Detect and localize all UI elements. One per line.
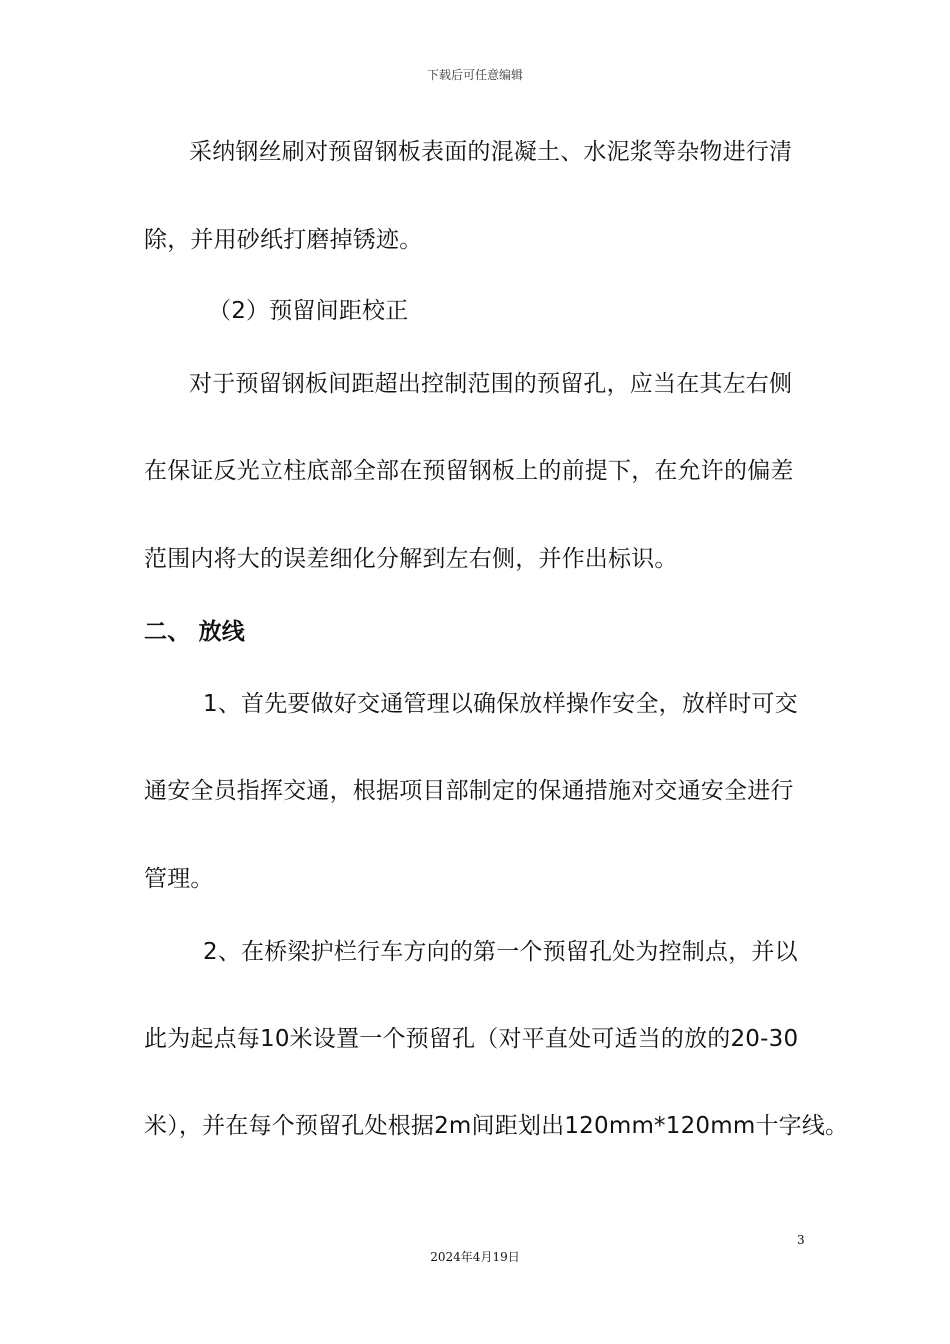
paragraph-line-2: 除，并用砂纸打磨掉锈迹。 xyxy=(144,227,423,253)
paragraph-line-7: 通安全员指挥交通，根据项目部制定的保通措施对交通安全进行 xyxy=(144,778,794,804)
paragraph-line-9: 2、在桥梁护栏行车方向的第一个预留孔处为控制点，并以 xyxy=(203,939,798,965)
paragraph-line-4: 在保证反光立柱底部全部在预留钢板上的前提下，在允许的偏差 xyxy=(144,458,794,484)
paragraph-line-1: 采纳钢丝刷对预留钢板表面的混凝土、水泥浆等杂物进行清 xyxy=(189,139,793,165)
paragraph-line-3: 对于预留钢板间距超出控制范围的预留孔，应当在其左右侧 xyxy=(189,371,793,397)
paragraph-line-10: 此为起点每10米设置一个预留孔（对平直处可适当的放的20-30 xyxy=(144,1026,799,1052)
paragraph-line-8: 管理。 xyxy=(144,866,214,892)
page-footer-date: 2024年4月19日 xyxy=(430,1250,520,1264)
page-header: 下载后可任意编辑 xyxy=(426,68,523,82)
paragraph-line-6: 1、首先要做好交通管理以确保放样操作安全，放样时可交 xyxy=(203,691,798,717)
subheading-spacing-correction: （2）预留间距校正 xyxy=(208,298,409,324)
page-number: 3 xyxy=(797,1233,805,1247)
section-heading-layout: 二、 放线 xyxy=(144,619,246,645)
paragraph-line-5: 范围内将大的误差细化分解到左右侧，并作出标识。 xyxy=(144,546,678,572)
paragraph-line-11: 米），并在每个预留孔处根据2m间距划出120mm*120mm十字线。 xyxy=(144,1113,849,1139)
